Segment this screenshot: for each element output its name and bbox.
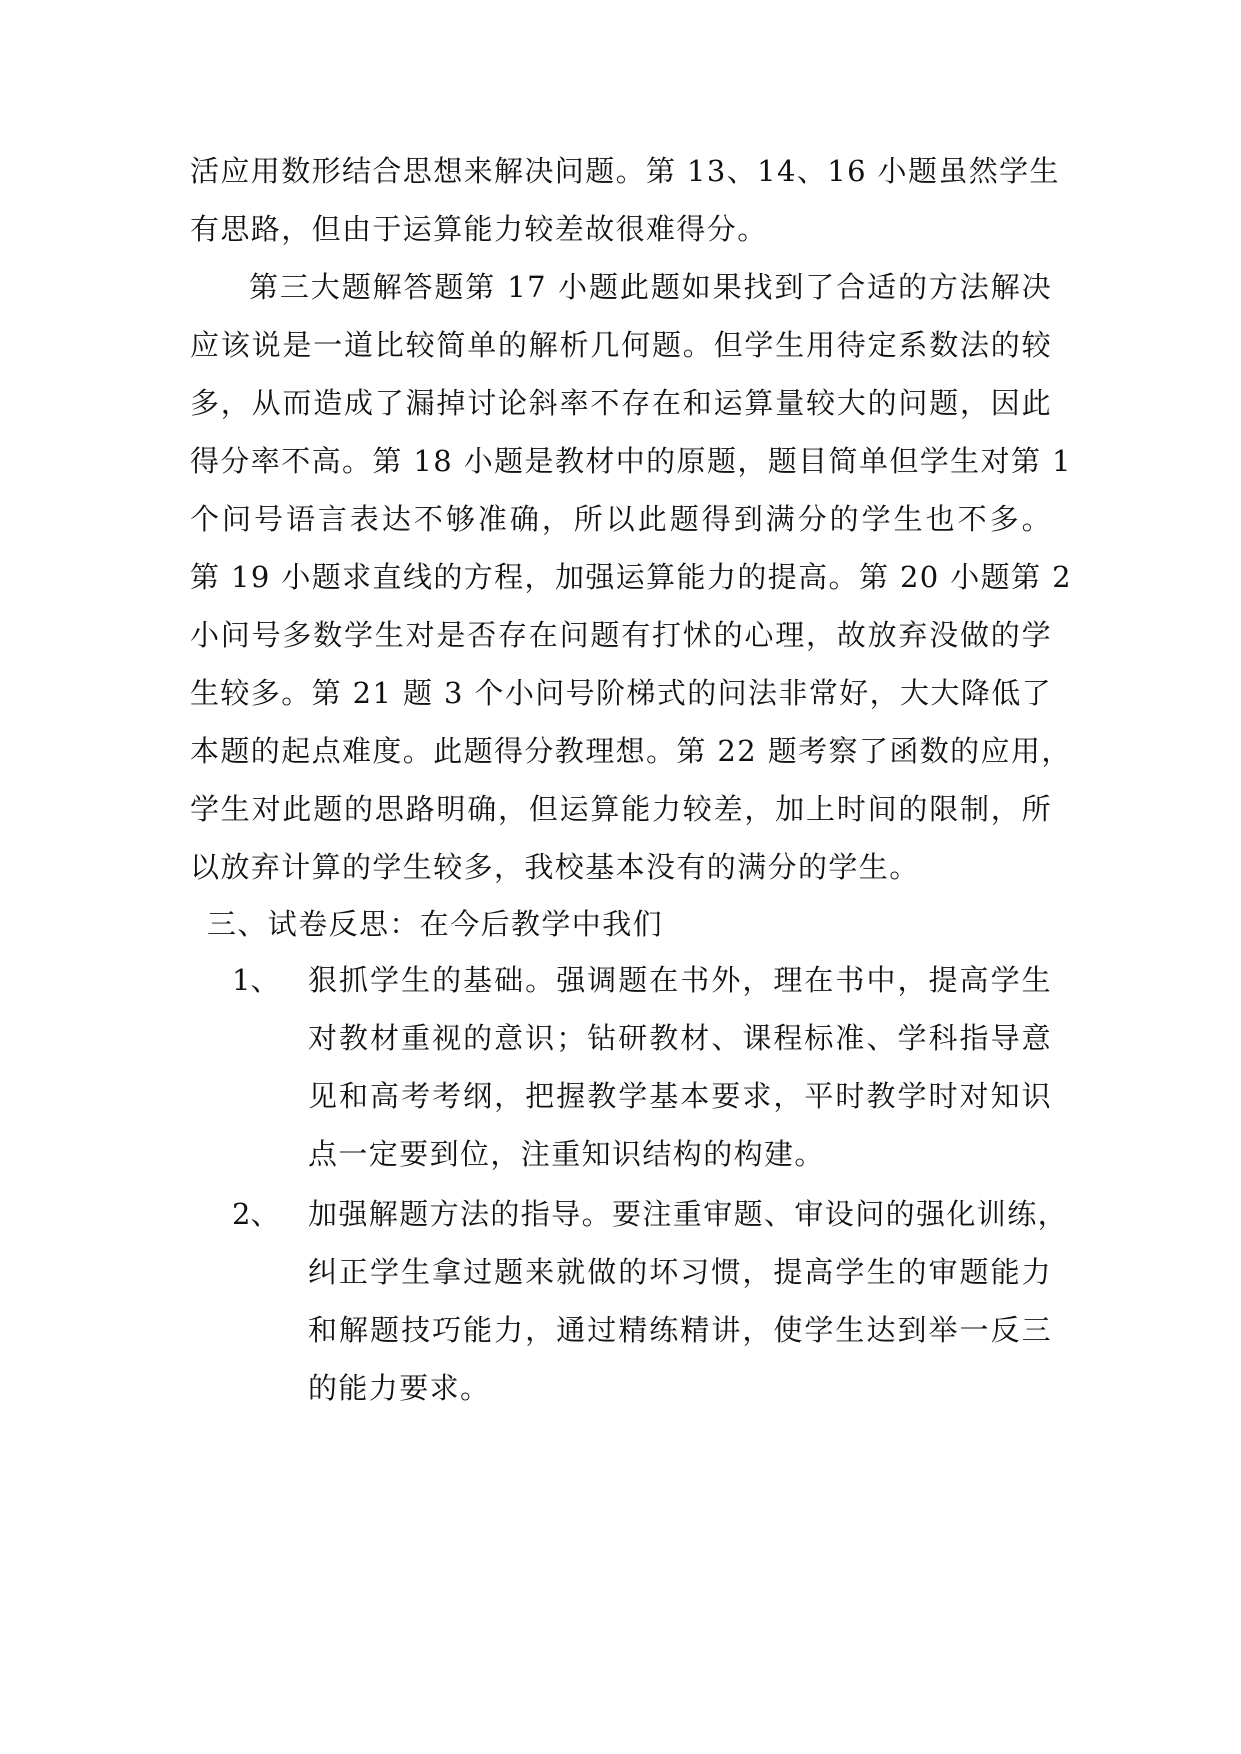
paragraph-2-line-10: 学生对此题的思路明确，但运算能力较差，加上时间的限制，所	[190, 792, 1052, 826]
section-heading: 三、试卷反思：在今后教学中我们	[207, 907, 664, 941]
paragraph-2-line-2: 应该说是一道比较简单的解析几何题。但学生用待定系数法的较	[190, 328, 1052, 362]
list-item-1-line-1: 狠抓学生的基础。强调题在书外，理在书中，提高学生	[308, 963, 1052, 997]
list-item-2-line-1: 加强解题方法的指导。要注重审题、审设问的强化训练，	[308, 1197, 1069, 1231]
list-item-1-line-2: 对教材重视的意识；钻研教材、课程标准、学科指导意	[308, 1021, 1052, 1055]
paragraph-2-line-11: 以放弃计算的学生较多，我校基本没有的满分的学生。	[190, 850, 920, 884]
paragraph-2-line-7: 小问号多数学生对是否存在问题有打怵的心理，故放弃没做的学	[190, 618, 1052, 652]
list-item-2-line-2: 纠正学生拿过题来就做的坏习惯，提高学生的审题能力	[308, 1255, 1052, 1289]
paragraph-2-line-8: 生较多。第 21 题 3 个小问号阶梯式的问法非常好，大大降低了	[190, 676, 1053, 710]
list-item-1-number: 1、	[232, 963, 280, 997]
list-item-2-number: 2、	[232, 1197, 280, 1231]
list-item-2-line-4: 的能力要求。	[308, 1371, 491, 1405]
paragraph-2-line-4: 得分率不高。第 18 小题是教材中的原题，题目简单但学生对第 1	[190, 444, 1072, 478]
paragraph-2-line-9: 本题的起点难度。此题得分教理想。第 22 题考察了函数的应用，	[190, 734, 1072, 768]
paragraph-2-line-5: 个问号语言表达不够准确，所以此题得到满分的学生也不多。	[190, 502, 1052, 536]
paragraph-2-line-6: 第 19 小题求直线的方程，加强运算能力的提高。第 20 小题第 2	[190, 560, 1072, 594]
paragraph-2-line-1: 第三大题解答题第 17 小题此题如果找到了合适的方法解决	[249, 270, 1052, 304]
list-item-1-line-4: 点一定要到位，注重知识结构的构建。	[308, 1137, 825, 1171]
list-item-2-line-3: 和解题技巧能力，通过精练精讲，使学生达到举一反三	[308, 1313, 1052, 1347]
paragraph-1-line-1: 活应用数形结合思想来解决问题。第 13、14、16 小题虽然学生	[190, 154, 1060, 188]
list-item-1-line-3: 见和高考考纲，把握教学基本要求，平时教学时对知识	[308, 1079, 1052, 1113]
paragraph-2-line-3: 多，从而造成了漏掉讨论斜率不存在和运算量较大的问题，因此	[190, 386, 1052, 420]
paragraph-1-line-2: 有思路，但由于运算能力较差故很难得分。	[190, 212, 768, 246]
